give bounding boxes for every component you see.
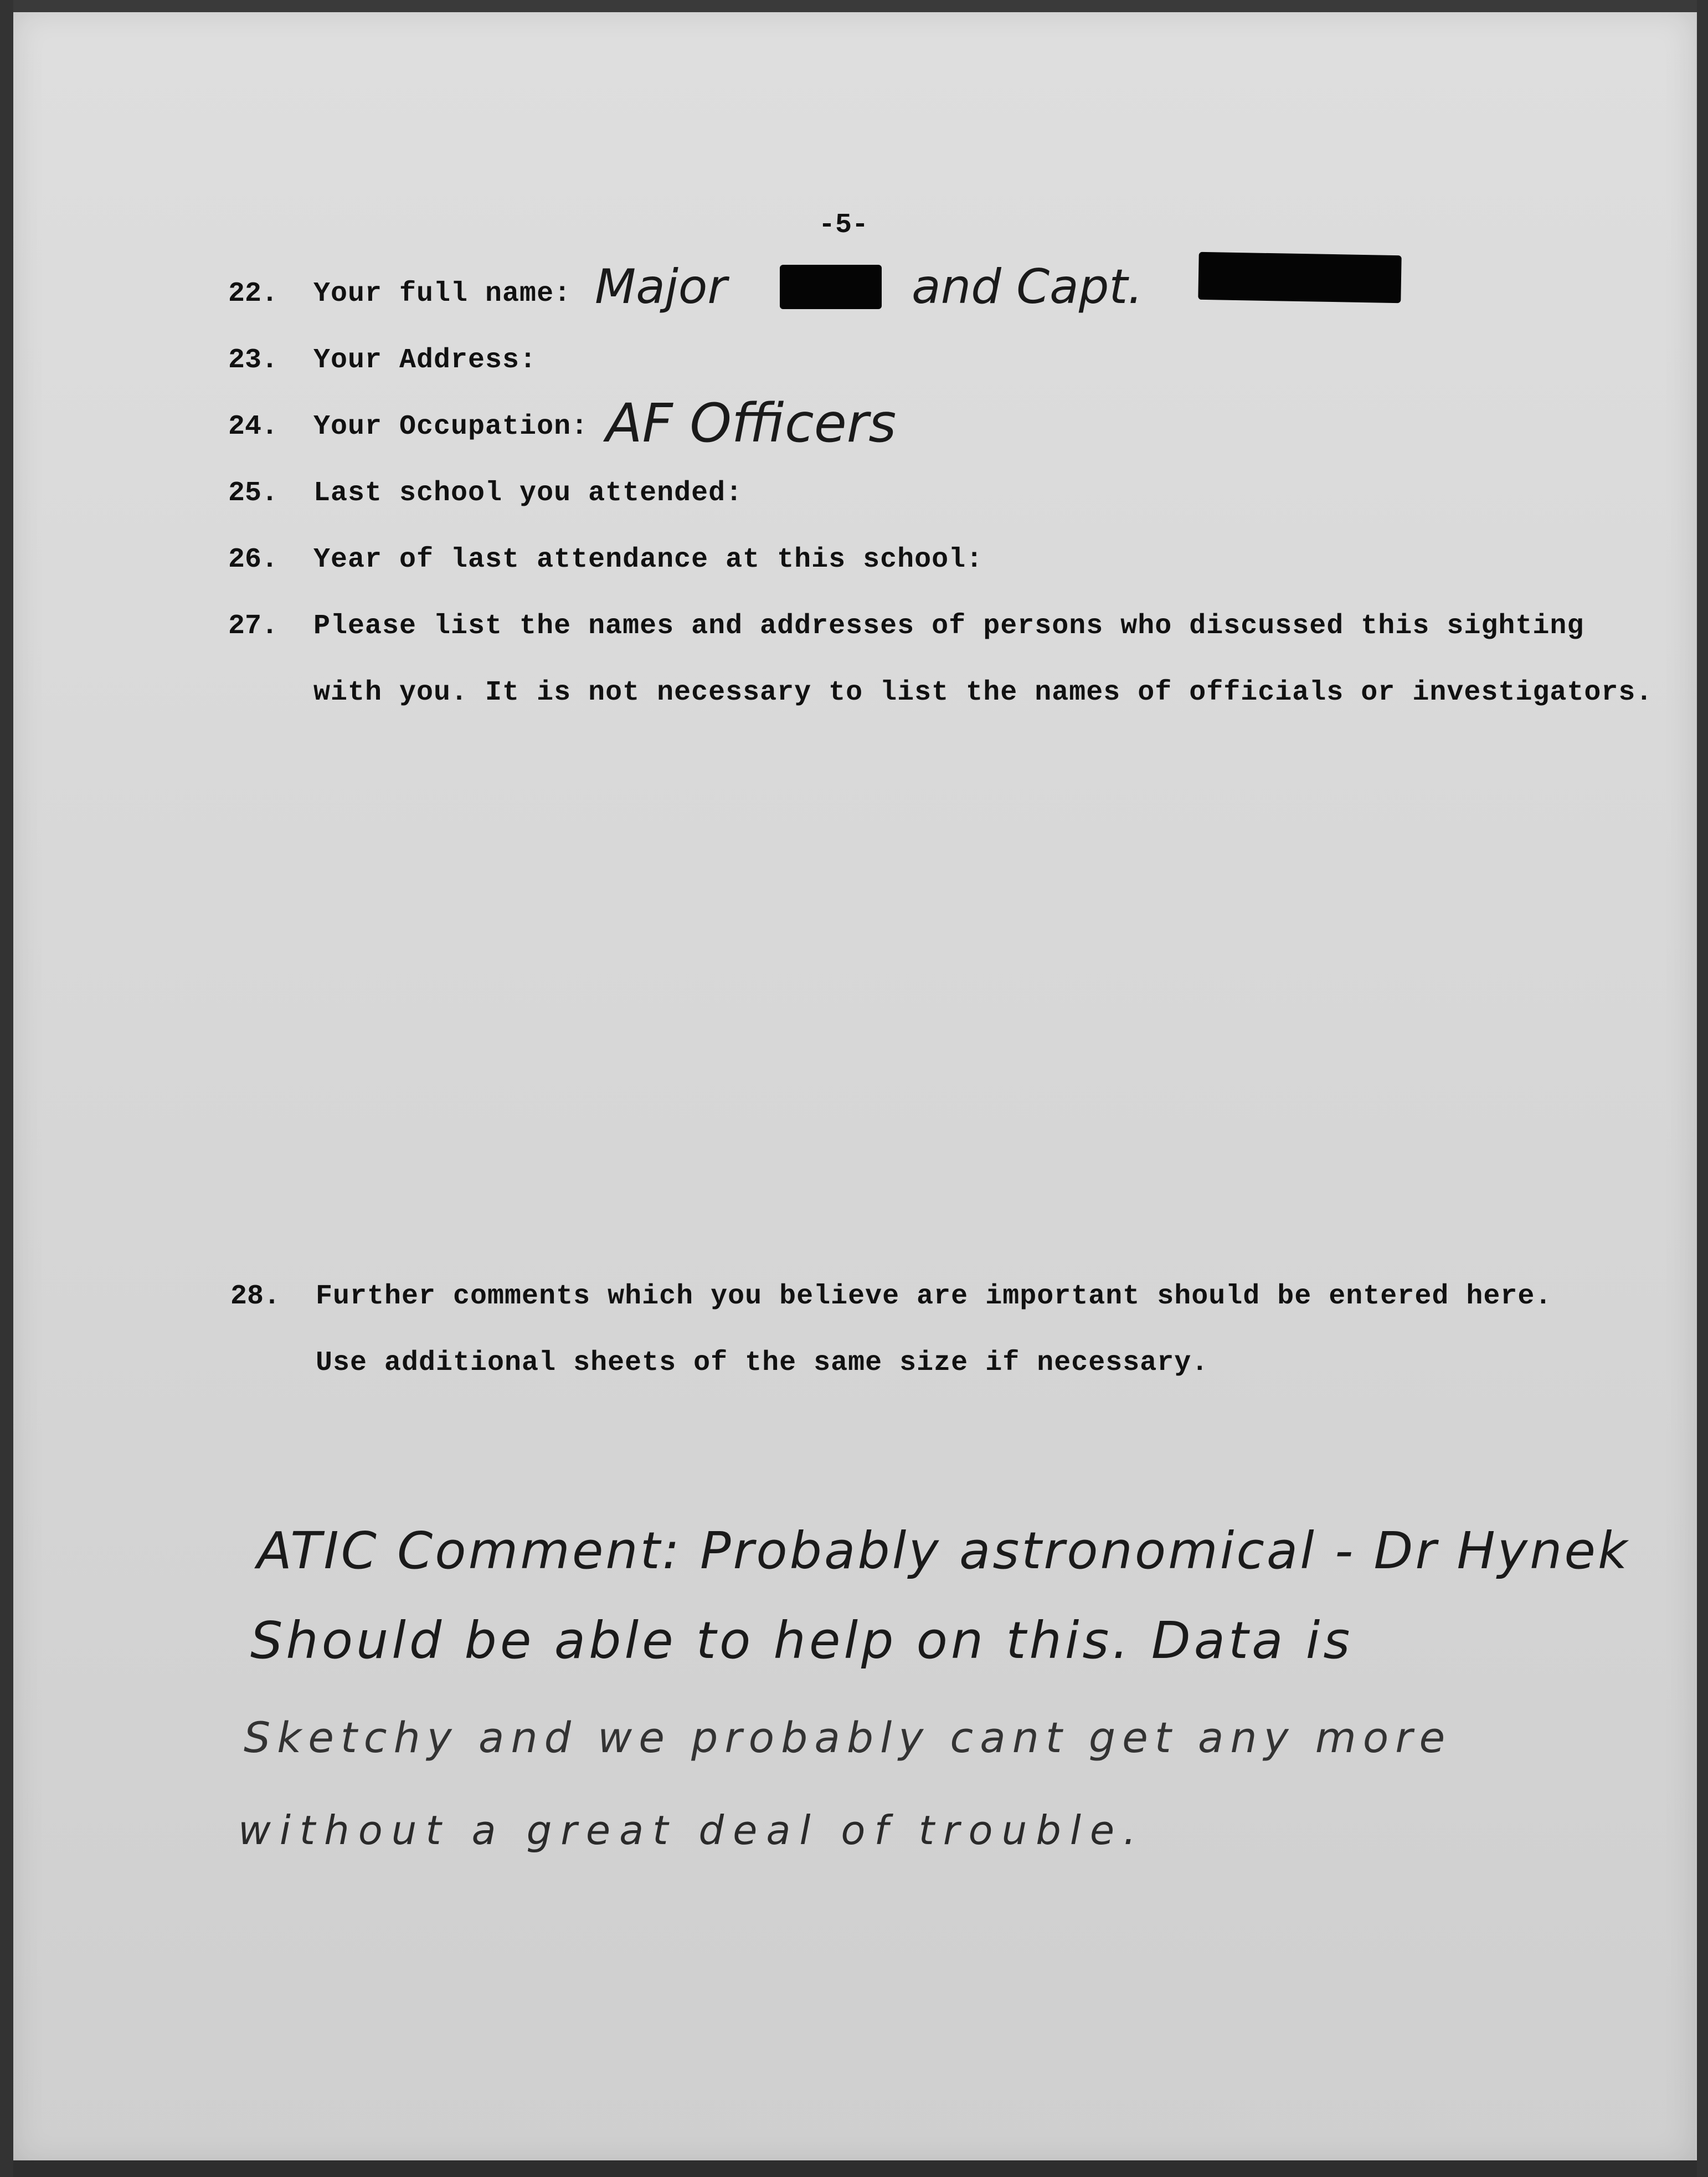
handwritten-comment-line-1: ATIC Comment: Probably astronomical - Dr Hynek [257, 1521, 1630, 1580]
page-number: -5- [819, 209, 869, 241]
handwritten-comment-line-4: without a great deal of trouble. [238, 1807, 1145, 1853]
redaction-bar [780, 265, 882, 309]
scan-border-top [0, 0, 1708, 12]
handwritten-comment-line-2: Should be able to help on this. Data is [250, 1611, 1354, 1670]
redaction-bar [1198, 252, 1401, 303]
question-27-number: 27. [228, 610, 279, 642]
question-25-label: Last school you attended: [313, 477, 743, 509]
question-27-label-continued: with you. It is not necessary to list the names of officials or investigators. [313, 677, 1653, 708]
question-28-number: 28. [230, 1281, 281, 1312]
handwritten-name-part2: and Capt. [912, 259, 1143, 315]
question-28-label: Further comments which you believe are important should be entered here. [316, 1281, 1552, 1312]
question-28-label-continued: Use additional sheets of the same size if necessary. [316, 1347, 1209, 1379]
scan-border-left [0, 0, 13, 2177]
question-24-label: Your Occupation: [313, 411, 589, 443]
question-26-number: 26. [228, 544, 279, 576]
handwritten-comment-line-3: Sketchy and we probably cant get any more [244, 1713, 1452, 1762]
question-22-number: 22. [228, 278, 279, 310]
scan-border-bottom [0, 2160, 1708, 2177]
question-26-label: Year of last attendance at this school: [313, 544, 984, 576]
handwritten-occupation: AF Officers [606, 392, 897, 454]
question-25-number: 25. [228, 477, 279, 509]
question-27-label: Please list the names and addresses of persons who discussed this sighting [313, 610, 1584, 642]
scan-border-right [1697, 0, 1708, 2177]
question-23-label: Your Address: [313, 345, 537, 376]
question-23-number: 23. [228, 345, 279, 376]
question-24-number: 24. [228, 411, 279, 443]
question-22-label: Your full name: [313, 278, 572, 310]
handwritten-name-part1: Major [595, 259, 727, 315]
